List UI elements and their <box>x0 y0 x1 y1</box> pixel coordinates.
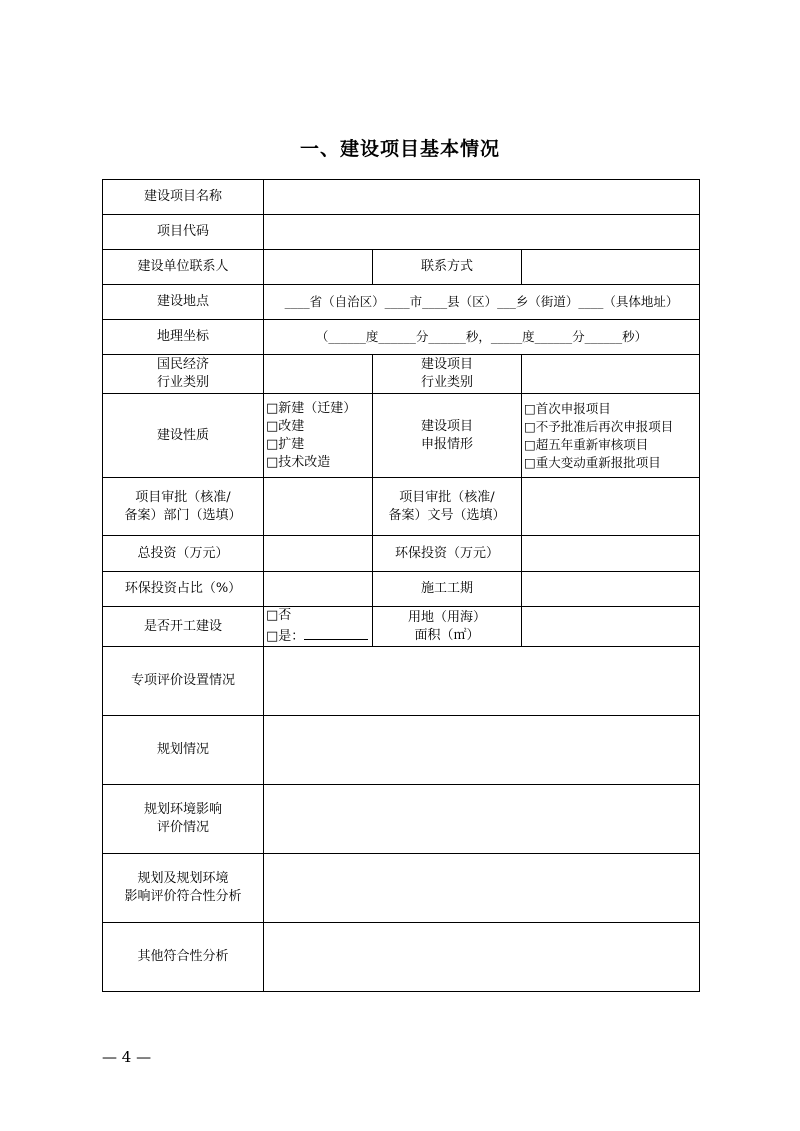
planning-env-label <box>103 785 264 854</box>
industry-label <box>103 355 264 394</box>
nature-option-tech[interactable]: □技术改造 <box>266 454 331 470</box>
declaration-option-major-change[interactable]: □重大变动重新报批项目 <box>524 454 661 470</box>
row-approval <box>103 478 700 536</box>
project-info-table <box>102 179 700 992</box>
location-label: 建设地点 <box>103 285 264 320</box>
approval-doc-label-line1: 项目审批（核准/ <box>399 489 495 505</box>
row-planning <box>103 716 700 785</box>
declaration-label <box>373 394 522 478</box>
special-eval-field[interactable] <box>264 647 700 716</box>
industry-label-line1: 国民经济 <box>156 357 209 372</box>
row-location <box>103 285 700 320</box>
page-title: 一、建设项目基本情况 <box>299 138 500 160</box>
row-nature <box>103 394 700 478</box>
planning-env-label-line1: 规划环境影响 <box>143 802 222 817</box>
started-option-no[interactable]: □否 <box>266 608 292 623</box>
row-industry <box>103 355 700 394</box>
declaration-label-line2: 申报情形 <box>420 436 473 452</box>
special-eval-label: 专项评价设置情况 <box>103 647 264 716</box>
nature-options <box>264 394 373 478</box>
construction-period-label: 施工工期 <box>373 572 522 607</box>
planning-field[interactable] <box>264 716 700 785</box>
industry-field[interactable] <box>264 355 373 394</box>
conformity-field[interactable] <box>264 854 700 923</box>
nature-option-rebuild[interactable]: □改建 <box>266 418 305 434</box>
started-option-yes[interactable]: □是： <box>266 629 305 644</box>
planning-env-label-line2: 评价情况 <box>156 820 209 835</box>
row-env-ratio <box>103 572 700 607</box>
started-label: 是否开工建设 <box>103 607 264 647</box>
page-number: — 4 — <box>102 1048 152 1066</box>
declaration-option-first[interactable]: □首次申报项目 <box>524 400 611 416</box>
approval-dept-label <box>103 478 264 536</box>
contact-person-label: 建设单位联系人 <box>103 250 264 285</box>
started-options <box>264 607 373 647</box>
row-conformity <box>103 854 700 923</box>
project-industry-label <box>373 355 522 394</box>
declaration-option-five-year[interactable]: □超五年重新审核项目 <box>524 436 649 452</box>
conformity-label-line2: 影响评价符合性分析 <box>124 889 242 904</box>
nature-option-new[interactable]: □新建（迁建） <box>266 400 357 416</box>
env-ratio-field[interactable] <box>264 572 373 607</box>
other-conformity-field[interactable] <box>264 923 700 992</box>
declaration-label-line1: 建设项目 <box>420 418 473 434</box>
project-name-field[interactable] <box>264 180 700 215</box>
started-yes-blank[interactable] <box>304 625 368 640</box>
contact-method-field[interactable] <box>522 250 700 285</box>
approval-doc-field[interactable] <box>522 478 700 536</box>
contact-person-field[interactable] <box>264 250 373 285</box>
row-planning-env <box>103 785 700 854</box>
other-conformity-label: 其他符合性分析 <box>103 923 264 992</box>
approval-dept-field[interactable] <box>264 478 373 536</box>
project-name-label: 建设项目名称 <box>103 180 264 215</box>
row-other-conformity <box>103 923 700 992</box>
declaration-options <box>522 394 700 478</box>
row-contact <box>103 250 700 285</box>
land-area-field[interactable] <box>522 607 700 647</box>
row-project-code <box>103 215 700 250</box>
nature-label: 建设性质 <box>103 394 264 478</box>
started-option-yes-wrap <box>266 625 372 646</box>
env-ratio-label: 环保投资占比（%） <box>103 572 264 607</box>
row-special-eval <box>103 647 700 716</box>
row-investment <box>103 536 700 572</box>
coordinates-field[interactable]: （______度______分______秒，_____度______分______秒） <box>264 320 700 355</box>
env-investment-field[interactable] <box>522 536 700 572</box>
project-industry-field[interactable] <box>522 355 700 394</box>
planning-env-field[interactable] <box>264 785 700 854</box>
construction-period-field[interactable] <box>522 572 700 607</box>
conformity-label-line1: 规划及规划环境 <box>137 871 229 886</box>
project-industry-label-line1: 建设项目 <box>420 357 473 372</box>
row-coordinates <box>103 320 700 355</box>
project-code-field[interactable] <box>264 215 700 250</box>
coordinates-label: 地理坐标 <box>103 320 264 355</box>
land-area-label-line2: 面积（㎡） <box>414 627 480 643</box>
total-investment-label: 总投资（万元） <box>103 536 264 572</box>
approval-doc-label-line2: 备案）文号（选填） <box>388 507 506 523</box>
contact-method-label: 联系方式 <box>373 250 522 285</box>
row-started <box>103 607 700 647</box>
project-code-label: 项目代码 <box>103 215 264 250</box>
planning-label: 规划情况 <box>103 716 264 785</box>
nature-option-expand[interactable]: □扩建 <box>266 436 305 452</box>
project-industry-label-line2: 行业类别 <box>420 375 473 390</box>
total-investment-field[interactable] <box>264 536 373 572</box>
conformity-label <box>103 854 264 923</box>
land-area-label <box>373 607 522 647</box>
env-investment-label: 环保投资（万元） <box>373 536 522 572</box>
location-field[interactable]: ____省（自治区）____市____县（区）___乡（街道）____（具体地址） <box>264 285 700 320</box>
industry-label-line2: 行业类别 <box>156 375 209 390</box>
approval-dept-label-line2: 备案）部门（选填） <box>124 507 242 523</box>
row-project-name <box>103 180 700 215</box>
declaration-option-resubmit[interactable]: □不予批准后再次申报项目 <box>524 418 674 434</box>
approval-dept-label-line1: 项目审批（核准/ <box>135 489 231 505</box>
approval-doc-label <box>373 478 522 536</box>
land-area-label-line1: 用地（用海） <box>407 609 486 625</box>
